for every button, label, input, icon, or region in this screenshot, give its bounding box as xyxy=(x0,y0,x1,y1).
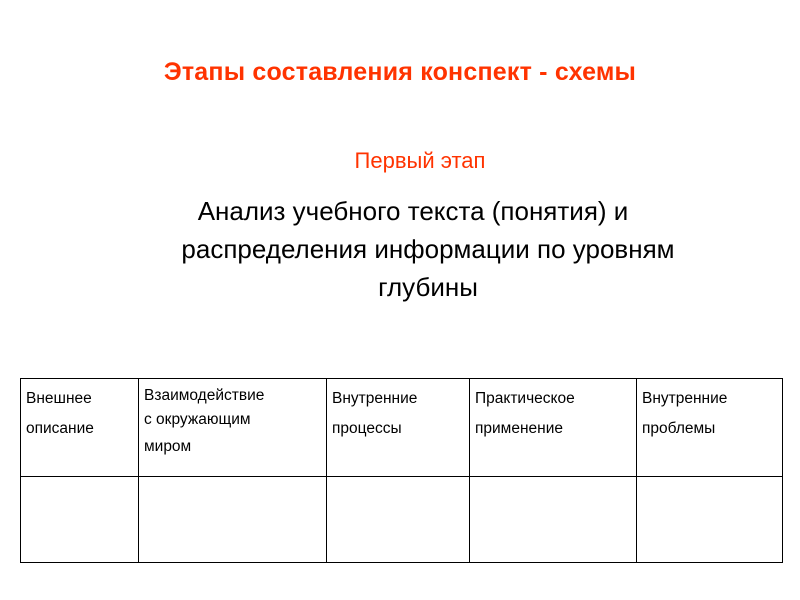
table-header-row xyxy=(21,379,783,477)
cell-line: Внутренние xyxy=(332,390,418,407)
table-row xyxy=(21,477,783,563)
cell-line: Взаимодействие xyxy=(144,387,265,404)
table-header-cell-practical-application xyxy=(470,379,637,477)
cell-line: процессы xyxy=(332,420,402,437)
table-header-cell-internal-problems xyxy=(637,379,783,477)
table-header-cell-external-description xyxy=(21,379,139,477)
table-cell xyxy=(470,477,637,563)
cell-line: с окружающим xyxy=(144,411,251,428)
stages-table xyxy=(20,378,783,563)
body-line-1: Анализ учебного текста (понятия) и xyxy=(197,196,629,226)
slide-body-text xyxy=(88,192,768,306)
table-cell xyxy=(139,477,327,563)
cell-line: Практическое xyxy=(475,390,575,407)
slide-subtitle: Первый этап xyxy=(354,148,486,173)
cell-line: описание xyxy=(26,420,94,437)
table-cell xyxy=(637,477,783,563)
cell-line: Внешнее xyxy=(26,390,92,407)
table-header-cell-interaction xyxy=(139,379,327,477)
body-line-3: глубины xyxy=(378,272,478,302)
table-cell xyxy=(327,477,470,563)
table-header-cell-internal-processes xyxy=(327,379,470,477)
cell-line: проблемы xyxy=(642,420,716,437)
slide-title: Этапы составления конспект - схемы xyxy=(163,58,637,86)
table-cell xyxy=(21,477,139,563)
cell-line: применение xyxy=(475,420,563,437)
body-line-2: распределения информации по уровням xyxy=(181,234,675,264)
cell-line: Внутренние xyxy=(642,390,728,407)
cell-line: миром xyxy=(144,438,192,455)
